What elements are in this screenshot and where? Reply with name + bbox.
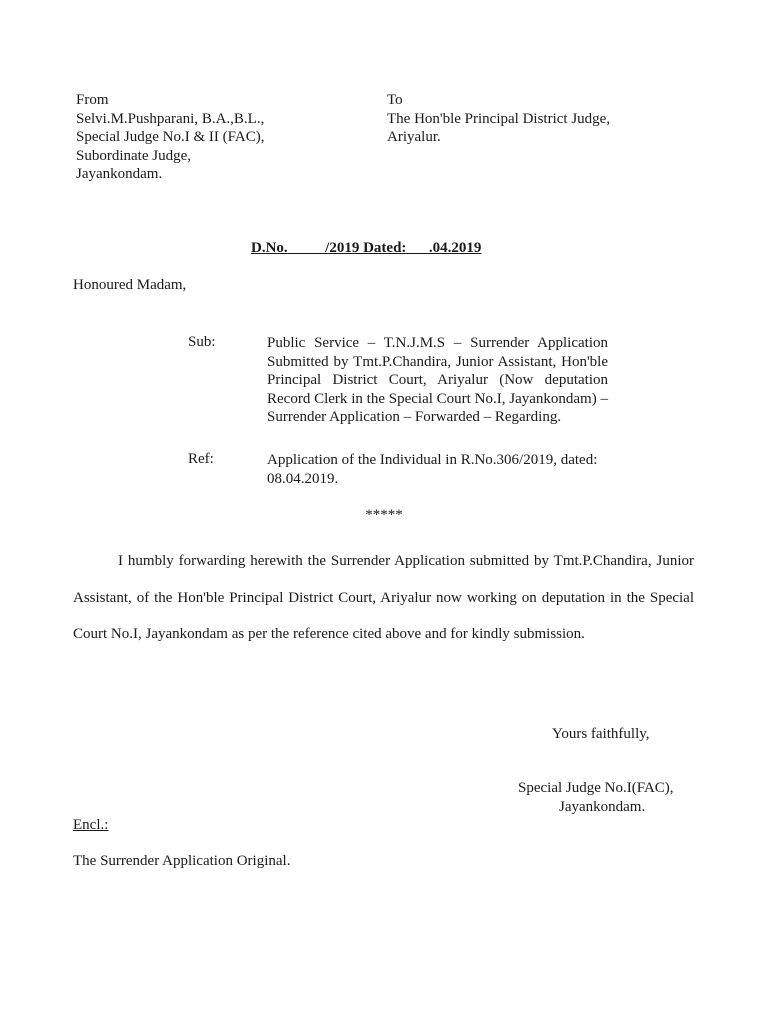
body-paragraph: I humbly forwarding herewith the Surrender Application submitted by Tmt.P.Chandira, Junior Assistant, of the Hon'ble Principal District Court, Ariyalur now working on deputation in the Special Court No.I, Jayankondam as per the reference cited above and for kindly submission. [73, 553, 694, 642]
signature-title: Special Judge No.I(FAC), [518, 780, 674, 796]
section-separator: ***** [365, 507, 403, 523]
from-line-place: Jayankondam. [76, 166, 163, 182]
enclosure-label: Encl.: [73, 817, 109, 833]
to-address-block [387, 91, 610, 147]
reference-text: Application of the Individual in R.No.306/2019, dated: 08.04.2019. [267, 452, 598, 487]
salutation: Honoured Madam, [73, 277, 187, 293]
closing-line: Yours faithfully, [552, 726, 650, 742]
to-line-recipient: The Hon'ble Principal District Judge, [387, 110, 611, 127]
from-address-block [76, 91, 264, 184]
from-line-court: Subordinate Judge, [76, 147, 191, 164]
subject-text: Public Service – T.N.J.M.S – Surrender Application Submitted by Tmt.P.Chandira, Junior Assistant, Hon'ble Principal District Court, Ariyalur (Now deputation Record Clerk in the Special Court No.I, Jayankondam) – Surrender Application – Forwarded – Regarding. [267, 335, 608, 425]
from-heading: From [76, 92, 109, 108]
from-line-name: Selvi.M.Pushparani, B.A.,B.L., [76, 110, 265, 127]
from-line-designation: Special Judge No.I & II (FAC), [76, 129, 265, 145]
to-heading: To [387, 92, 403, 108]
disposal-number-line: D.No. /2019 Dated: .04.2019 [251, 240, 482, 256]
subject-label: Sub: [188, 334, 216, 350]
enclosure-item: The Surrender Application Original. [73, 853, 291, 869]
to-line-place: Ariyalur. [387, 129, 441, 145]
reference-label: Ref: [188, 451, 214, 467]
signature-place: Jayankondam. [559, 799, 646, 815]
